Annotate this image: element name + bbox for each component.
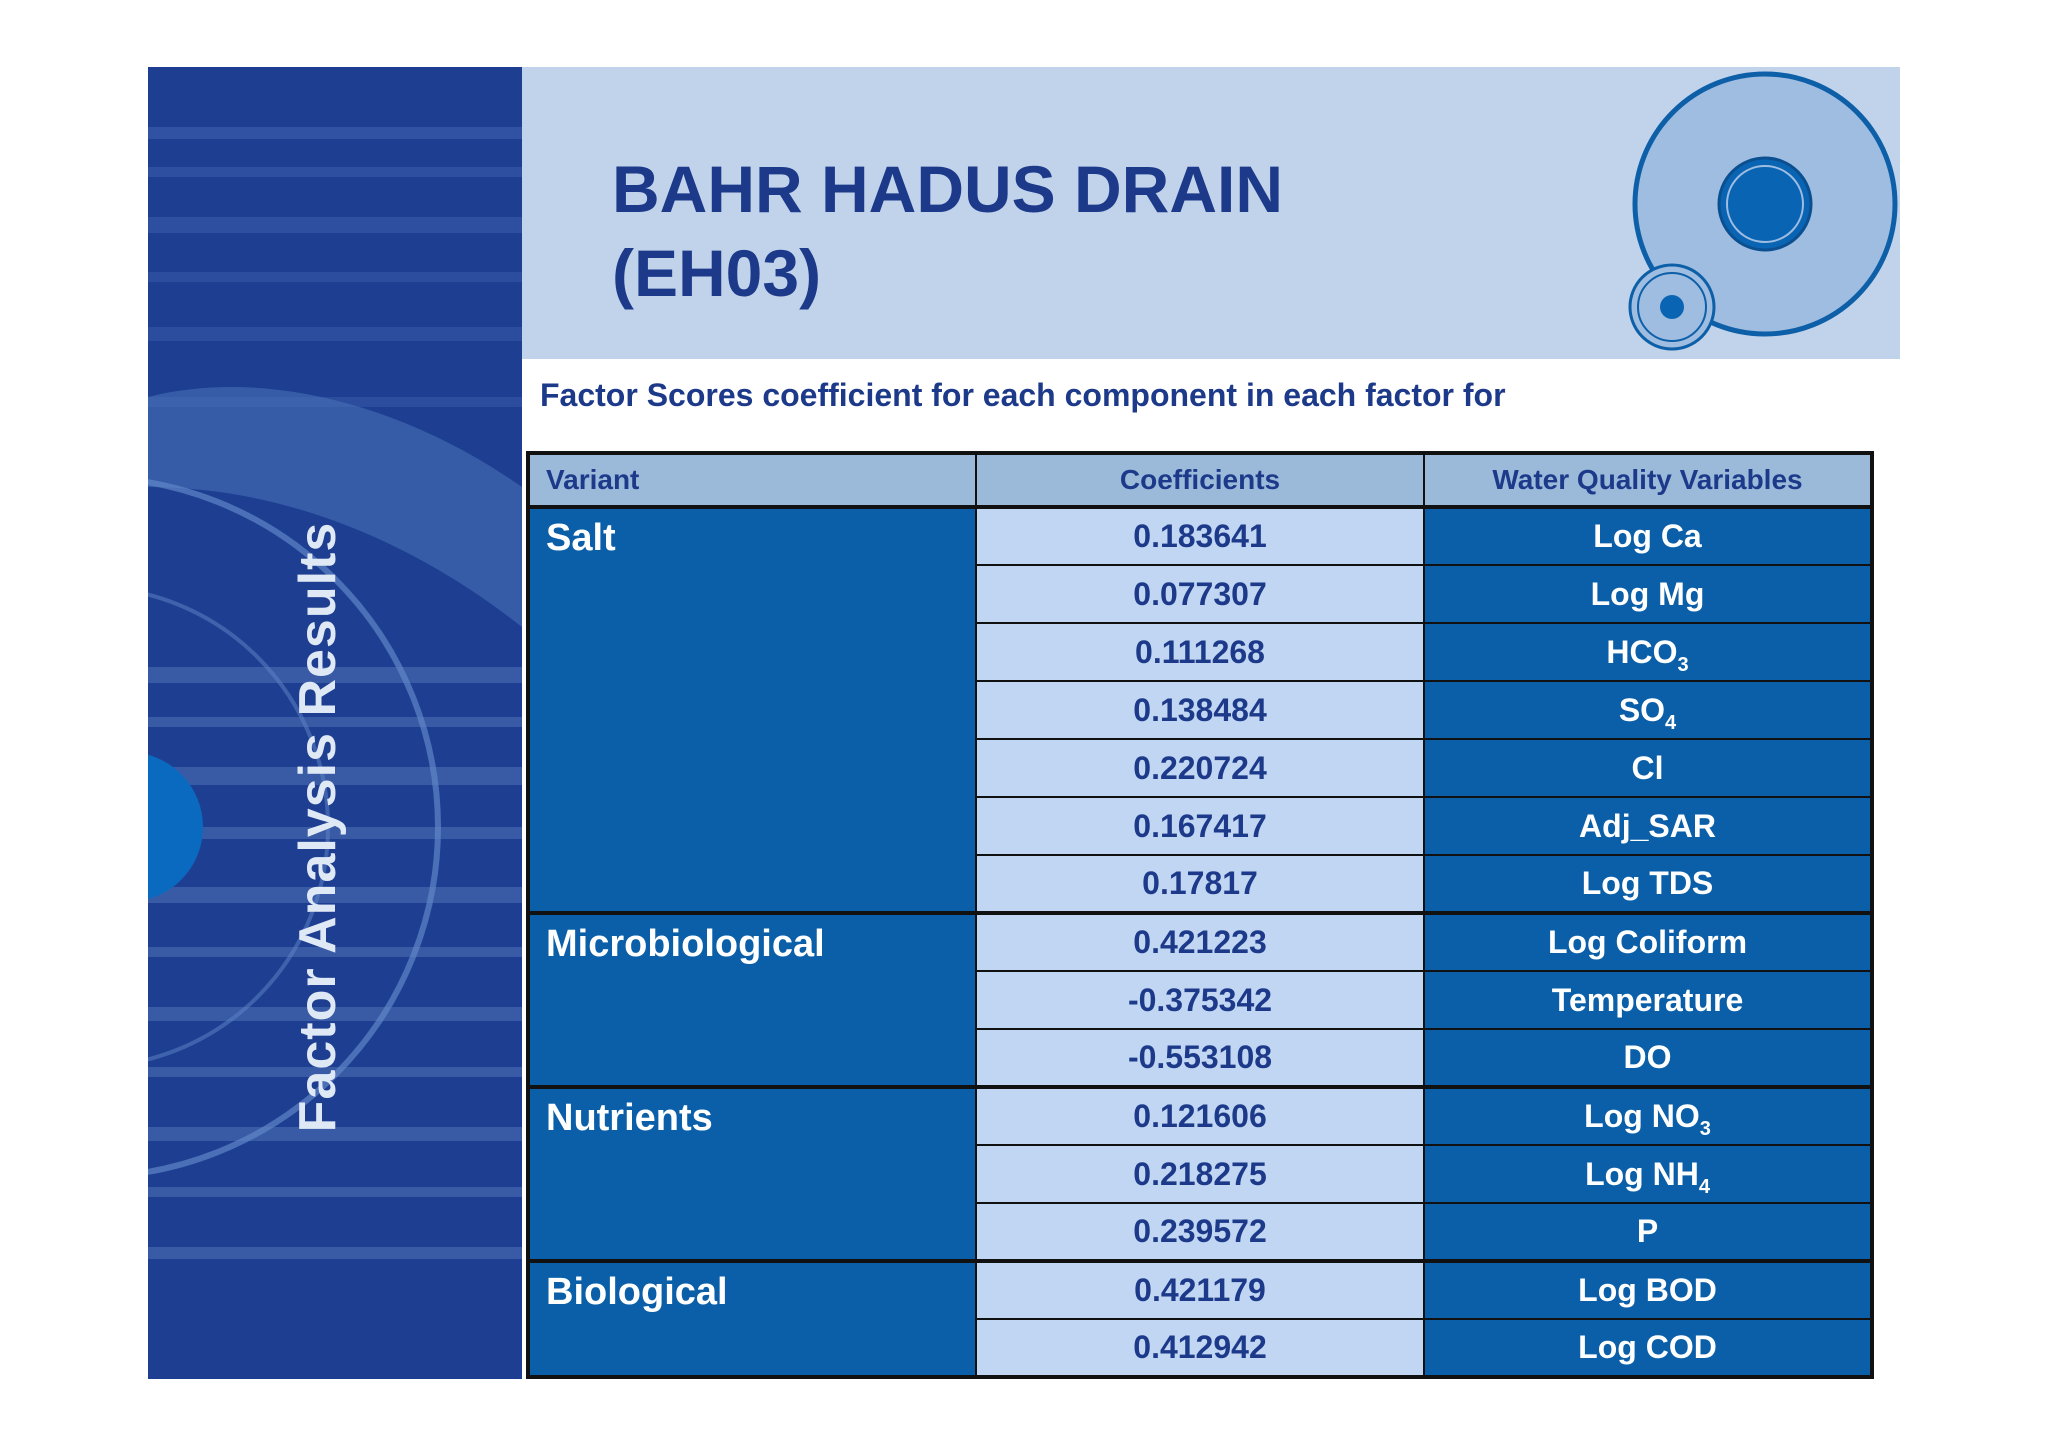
header-coefficients: Coefficients bbox=[976, 453, 1424, 507]
variable-subscript: 4 bbox=[1665, 711, 1677, 734]
coefficient-cell: 0.138484 bbox=[976, 681, 1424, 739]
coefficient-cell: 0.220724 bbox=[976, 739, 1424, 797]
factor-scores-table-wrap bbox=[526, 451, 1874, 1379]
water-quality-variable-cell bbox=[1424, 1145, 1872, 1203]
page-title bbox=[612, 147, 1283, 315]
header-water-quality-variables: Water Quality Variables bbox=[1424, 453, 1872, 507]
variable-subscript: 3 bbox=[1699, 1118, 1711, 1140]
coefficient-cell: 0.167417 bbox=[976, 797, 1424, 855]
coefficient-cell: 0.421179 bbox=[976, 1261, 1424, 1319]
variable-name: Adj_SAR bbox=[1579, 807, 1716, 844]
water-quality-variable-cell bbox=[1424, 507, 1872, 565]
table-header-row bbox=[528, 453, 1872, 507]
coefficient-cell: 0.121606 bbox=[976, 1087, 1424, 1145]
coefficient-cell: 0.183641 bbox=[976, 507, 1424, 565]
subtitle: Factor Scores coefficient for each component in each factor for bbox=[540, 377, 1506, 413]
coefficient-cell: 0.077307 bbox=[976, 565, 1424, 623]
water-quality-variable-cell bbox=[1424, 1029, 1872, 1087]
water-quality-variable-cell bbox=[1424, 855, 1872, 913]
variable-name: Cl bbox=[1631, 749, 1664, 786]
coefficient-cell: 0.17817 bbox=[976, 855, 1424, 913]
water-quality-variable-cell bbox=[1424, 971, 1872, 1029]
variable-name: Temperature bbox=[1551, 981, 1744, 1018]
factor-scores-table bbox=[526, 451, 1874, 1379]
water-quality-variable-cell bbox=[1424, 681, 1872, 739]
title-line-1: BAHR HADUS DRAIN bbox=[612, 152, 1283, 226]
variable-name: Log TDS bbox=[1581, 865, 1714, 901]
slide bbox=[148, 67, 1900, 1379]
title-line-2: (EH03) bbox=[612, 236, 822, 310]
variable-name: HCO bbox=[1606, 633, 1678, 670]
variable-name: P bbox=[1636, 1213, 1659, 1249]
variable-name: DO bbox=[1623, 1039, 1672, 1075]
water-quality-variable-cell bbox=[1424, 1261, 1872, 1319]
header-variant: Variant bbox=[528, 453, 976, 507]
variable-name: Log COD bbox=[1578, 1329, 1717, 1365]
variable-name: SO bbox=[1618, 691, 1666, 728]
coefficient-cell: -0.553108 bbox=[976, 1029, 1424, 1087]
variant-cell: Biological bbox=[528, 1261, 976, 1377]
coefficient-cell: 0.111268 bbox=[976, 623, 1424, 681]
table-row bbox=[528, 1261, 1872, 1319]
table-row bbox=[528, 913, 1872, 971]
water-quality-variable-cell bbox=[1424, 739, 1872, 797]
water-quality-variable-cell bbox=[1424, 565, 1872, 623]
variable-subscript: 4 bbox=[1698, 1175, 1710, 1198]
coefficient-cell: 0.218275 bbox=[976, 1145, 1424, 1203]
side-title: Factor Analysis Results bbox=[289, 521, 347, 1133]
water-quality-variable-cell bbox=[1424, 913, 1872, 971]
table-row bbox=[528, 1087, 1872, 1145]
left-decorative-band bbox=[148, 67, 522, 1379]
variable-name: Log Coliform bbox=[1547, 924, 1748, 960]
variable-name: Log NH bbox=[1585, 1155, 1699, 1192]
variant-cell: Nutrients bbox=[528, 1087, 976, 1261]
table-row bbox=[528, 507, 1872, 565]
coefficient-cell: -0.375342 bbox=[976, 971, 1424, 1029]
variable-name: Log Mg bbox=[1590, 575, 1705, 612]
variable-name: Log NO bbox=[1584, 1098, 1700, 1134]
variant-cell: Microbiological bbox=[528, 913, 976, 1087]
variant-cell: Salt bbox=[528, 507, 976, 913]
water-quality-variable-cell bbox=[1424, 623, 1872, 681]
variable-name: Log Ca bbox=[1593, 518, 1702, 554]
water-quality-variable-cell bbox=[1424, 1087, 1872, 1145]
variable-name: Log BOD bbox=[1578, 1272, 1717, 1308]
coefficient-cell: 0.239572 bbox=[976, 1203, 1424, 1261]
water-quality-variable-cell bbox=[1424, 797, 1872, 855]
water-quality-variable-cell bbox=[1424, 1203, 1872, 1261]
coefficient-cell: 0.421223 bbox=[976, 913, 1424, 971]
variable-subscript: 3 bbox=[1677, 653, 1689, 676]
coefficient-cell: 0.412942 bbox=[976, 1319, 1424, 1377]
water-quality-variable-cell bbox=[1424, 1319, 1872, 1377]
